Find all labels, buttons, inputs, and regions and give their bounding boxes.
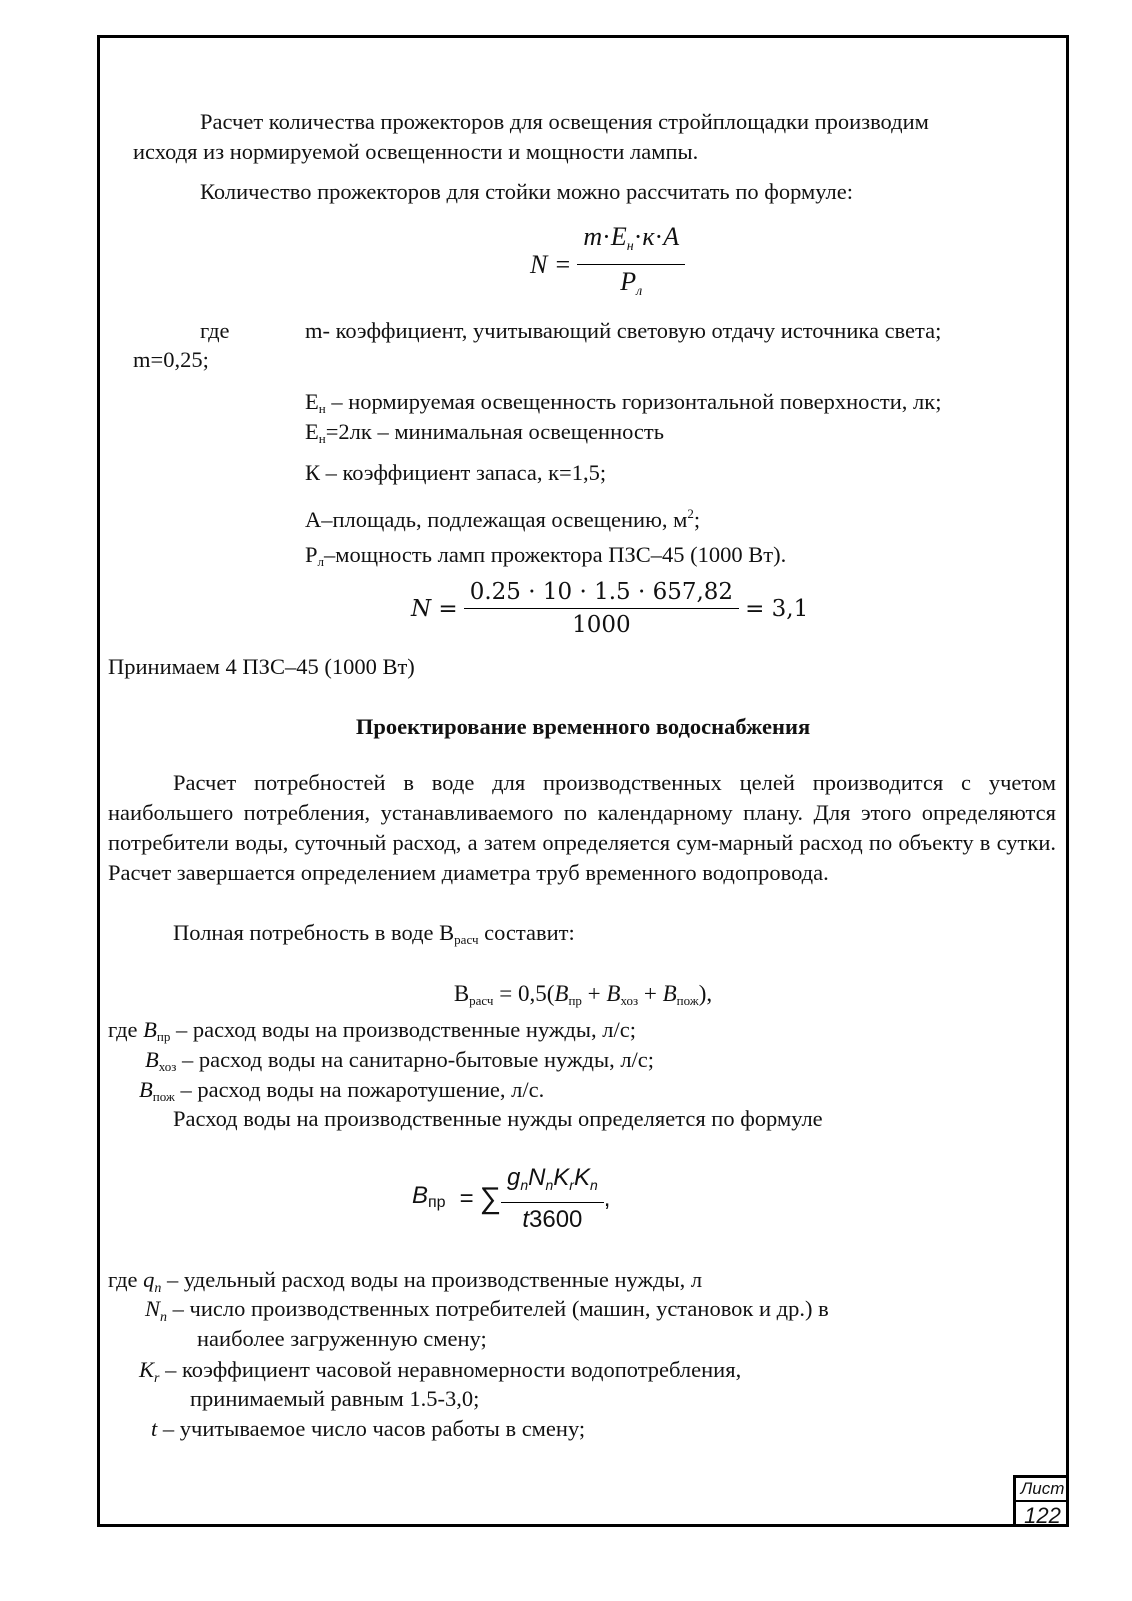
formula2-lhs: N = — [411, 595, 458, 622]
paragraph-total-need: Полная потребность в воде $В_{расч}$ составит: — [173, 920, 575, 947]
where-n-n-cont: наиболее загруженную смену; — [197, 1326, 487, 1351]
definition-m-value: m=0,25; — [133, 347, 209, 372]
formula1-denominator: $P_л$ — [620, 267, 643, 299]
formula2-result: = 3,1 — [745, 595, 809, 622]
formula1-numerator: $m\cdot E_н\cdot к\cdot A$ — [577, 222, 685, 265]
definition-a: А–площадь, подлежащая освещению, $м^2$; — [305, 506, 701, 532]
formula4-denominator: t3600 — [522, 1206, 583, 1233]
paragraph-production-formula: Расход воды на производственные нужды определяется по формуле — [173, 1106, 823, 1131]
formula1-lhs: N = — [530, 249, 572, 279]
formula4-tail: , — [603, 1185, 611, 1212]
definition-m: m- коэффициент, учитывающий световую отдачу источника света; — [305, 318, 942, 343]
formula4-eq: = — [459, 1185, 474, 1212]
formula4-fraction — [501, 1163, 604, 1235]
formula4-lhs: $B_{пр}$ — [412, 1181, 446, 1211]
formula-projectors-calc — [411, 578, 808, 639]
accept-line: Принимаем 4 ПЗС–45 (1000 Вт) — [108, 654, 415, 679]
definition-p: $Р_л$–мощность ламп прожектора ПЗС–45 (1000 Вт). — [305, 542, 787, 569]
formula2-denominator: 1000 — [572, 612, 631, 638]
sum-icon: ∑ — [479, 1182, 501, 1215]
formula-total-water: $В_{расч} = 0,5(В_{пр} + В_{хоз} + В_{пож})$, — [453, 981, 713, 1008]
paragraph-formula-intro: Количество прожекторов для стойки можно рассчитать по формуле: — [200, 179, 853, 204]
formula-production-water — [412, 1163, 610, 1235]
definition-en-min: $Е_н=2лк$ – минимальная освещенность — [305, 419, 664, 446]
formula4-numerator: $g_nN_nK_rK_n$ — [501, 1163, 604, 1203]
formula2-numerator: 0.25 · 10 · 1.5 · 657,82 — [464, 578, 739, 609]
where-label: где — [200, 318, 230, 343]
formula2-fraction — [464, 578, 739, 639]
where-b-hoz: $В_{хоз}$ – расход воды на санитарно-бытовые нужды, л/с; — [145, 1047, 655, 1074]
definition-k: К – коэффициент запаса, к=1,5; — [305, 460, 607, 485]
formula-projectors — [530, 222, 685, 307]
definition-en: $Е_н$ – нормируемая освещенность горизонтальной поверхности, лк; — [305, 389, 942, 416]
paragraph-water: Расчет потребностей в воде для производственных целей производится с учетом наибольшего потребления, устанавливаемого по календарному плану. Для этого определяются потребители воды, суточный расход, а затем определяется сум-марный расход по объекту в сутки. Расчет завершается определением диаметра труб временного водопровода. — [108, 770, 1056, 885]
sheet-stamp — [1013, 1475, 1069, 1527]
paragraph-intro-line1: Расчет количества прожекторов для освещения стройплощадки производим — [200, 109, 929, 134]
where-q-n: где $q_n$ – удельный расход воды на производственные нужды, л — [108, 1267, 703, 1296]
where-t: t – учитываемое число часов работы в смену; — [151, 1416, 586, 1441]
sheet-label: Лист — [1016, 1478, 1069, 1502]
sheet-number: 122 — [1024, 1503, 1061, 1528]
where-n-n: $N_n$ – число производственных потребителей (машин, установок и др.) в — [145, 1296, 829, 1325]
where-b-pozh: $В_{пож}$ – расход воды на пожаротушение, л/с. — [139, 1077, 545, 1104]
where-b-pr: где $В_{пр}$ – расход воды на производственные нужды, л/с; — [108, 1017, 636, 1044]
where-k-r: $K_r$ – коэффициент часовой неравномерности водопотребления, — [139, 1357, 742, 1386]
formula1-fraction — [577, 222, 685, 307]
section-heading: Проектирование временного водоснабжения — [355, 714, 811, 739]
where-k-r-cont: принимаемый равным 1.5-3,0; — [190, 1386, 480, 1411]
paragraph-intro-line2: исходя из нормируемой освещенности и мощности лампы. — [133, 139, 699, 164]
